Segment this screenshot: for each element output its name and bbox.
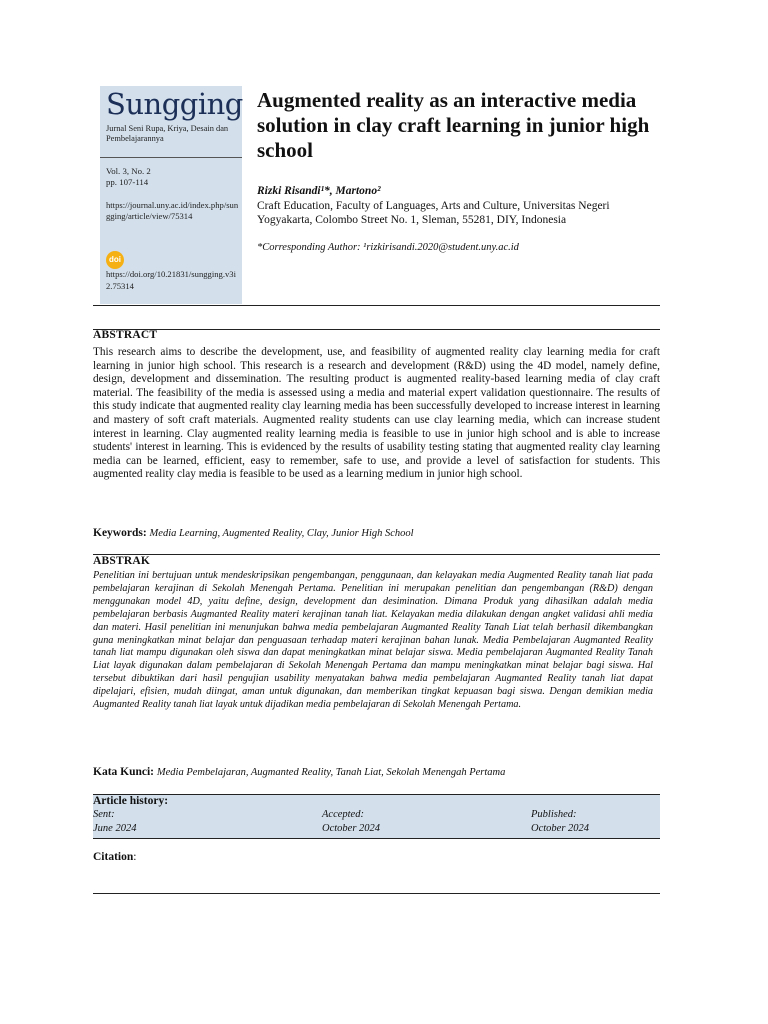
citation-label: Citation — [93, 851, 134, 863]
doi-icon: doi — [106, 251, 124, 269]
article-history-heading: Article history: — [93, 795, 169, 807]
kata-kunci-line — [93, 766, 660, 778]
abstrak-body: Penelitian ini bertujuan untuk mendeskripsikan pengembangan, penggunaan, dan kelayakan media Augmented Reality tanah liat pada pembelajaran kerajinan di Sekolah Menengah Pertama. Penelitian ini merupakan penelitian dan pengembangan (R&D) dengan menggunakan model 4D, yaitu define, design, development dan desimination. Dimana Produk yang dihasilkan adalah media pembelajaran berbasis Augmanted Reality materi kerajinan tanah liat. Kelayakan media dilakukan dengan angket validasi ahli media dan materi. Hasil penelitian ini menunjukan bahwa media pembelajaran Augmanted Reality Tanah Liat telah berhasil dikembangkan guna meningkatkan minat belajar dan penguasaan terhadap materi kerajinan bahan lunak. Media Pembelajaran Augmanted Reality tanah liat mampu digunakan oleh siswa dan dapat meningkatkan minat belajar siswa. Media pembelajaran Augmanted Reality Tanah Liat layak digunakan dalam pembelajaran di Sekolah Menengah Pertama dan mampu meningkatkan minat belajar bagi siswa. Hal tersebut dibuktikan dari hasil pengujian usability menyatakan bahwa media pembelajaran Augmanted Reality tanah liat dapat dipelajari, efisien, mudah diingat, aman untuk digunakan, dan memberikan tingkat kepuasan bagi siswa. Dengan demikian media Augmanted Reality tanah liat layak untuk dijadikan media pembelajaran di Sekolah Menengah Pertama. — [93, 570, 653, 711]
volume-info — [106, 166, 151, 188]
author-affiliation: Craft Education, Faculty of Languages, Arts and Culture, Universitas Negeri Yogyakarta, Colombo Street No. 1, Sleman, 55281, DIY, Indonesia — [257, 200, 610, 226]
citation-divider — [93, 893, 660, 894]
published-date: October 2024 — [531, 823, 590, 834]
keywords-line — [93, 527, 660, 539]
abstract-heading: ABSTRACT — [93, 329, 158, 341]
article-history-box — [93, 794, 660, 839]
kata-kunci-label: Kata Kunci: — [93, 766, 155, 778]
abstract-divider — [93, 329, 660, 330]
citation-line — [93, 851, 136, 863]
sidebar-divider — [100, 157, 242, 158]
doi-link[interactable]: https://doi.org/10.21831/sungging.v3i2.75314 — [106, 269, 236, 291]
journal-logo: Sungging — [106, 87, 243, 121]
published-label: Published: — [531, 809, 577, 820]
sent-label: Sent: — [93, 809, 115, 820]
corresponding-author: *Corresponding Author: ¹rizkirisandi.2020@student.uny.ac.id — [257, 242, 519, 253]
article-url-link[interactable]: https://journal.uny.ac.id/index.php/sungging/article/view/75314 — [106, 200, 239, 221]
abstrak-heading: ABSTRAK — [93, 555, 150, 567]
journal-description: Jurnal Seni Rupa, Kriya, Desain dan Pembelajarannya — [106, 124, 229, 143]
article-authors: Rizki Risandi¹*, Martono² — [257, 185, 381, 197]
keywords-label: Keywords: — [93, 527, 147, 539]
volume-line: Vol. 3, No. 2 — [106, 166, 151, 176]
accepted-label: Accepted: — [322, 809, 364, 820]
abstrak-divider — [93, 554, 660, 555]
citation-colon: : — [133, 851, 137, 863]
kata-kunci-value: Media Pembelajaran, Augmanted Reality, Tanah Liat, Sekolah Menengah Pertama — [156, 767, 506, 778]
article-title: Augmented reality as an interactive media solution in clay craft learning in junior high school — [257, 88, 650, 162]
abstract-body: This research aims to describe the development, use, and feasibility of augmented reality clay learning media for craft learning in junior high school. This research is a research and development (R&D) using the 4D model, namely define, design, development and dissemination. The resulting product is augmented reality-based learning media of clay craft material. The feasibility of the media is assessed using a media and material expert validation questionnaire. The results of this study indicate that augmented reality clay learning media has been successfully developed to increase interest in learning and mastery of soft craft materials. Augmented reality students can use clay learning media, which can increase student interest in learning. Clay augmented reality learning media is feasible to use in junior high school and is able to increase students' interest in learning. This is evidenced by the results of usability testing stating that augmented reality clay learning media can be learned, efficient, easy to remember, safe to use, and provide a level of satisfaction for students. This augmented reality clay media is feasible to be used as a learning medium in junior high school. — [93, 346, 660, 481]
accepted-date: October 2024 — [322, 823, 381, 834]
keywords-value: Media Learning, Augmented Reality, Clay, Junior High School — [149, 528, 414, 539]
sent-date: June 2024 — [93, 823, 137, 834]
pages-line: pp. 107-114 — [106, 177, 149, 187]
header-divider — [93, 305, 660, 306]
